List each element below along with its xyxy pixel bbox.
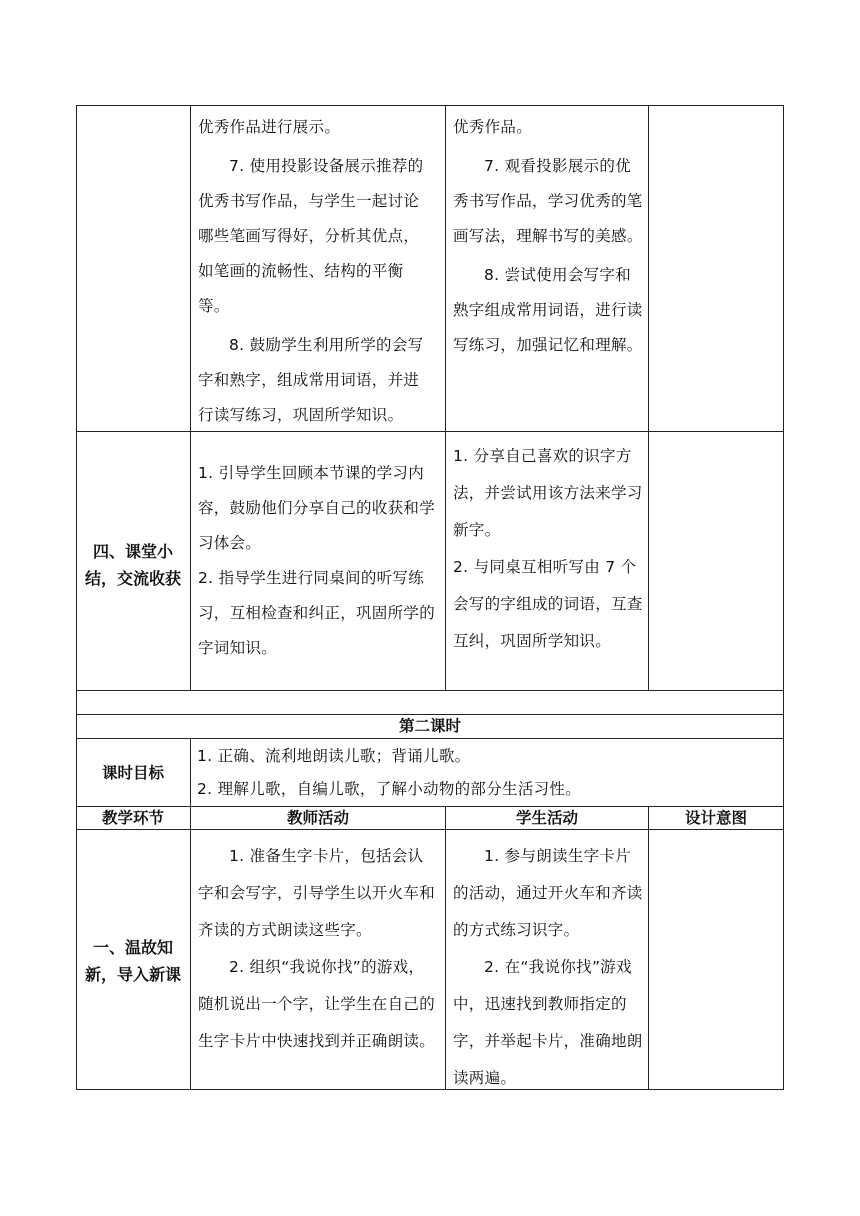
header-student: 学生活动 (515, 809, 578, 827)
row1-teacher-cell (198, 110, 430, 433)
row2-stage: 四、课堂小结，交流收获 (84, 542, 181, 588)
row3-teacher-p0: 1. 准备生字卡片，包括会认字和会写字，引导学生以开火车和齐读的方式朗读这些字。 (198, 847, 436, 939)
row1-teacher-p2: 8. 鼓励学生利用所学的会写字和熟字，组成常用词语，并进行读写练习，巩固所学知识。 (198, 336, 424, 424)
row1-student-p1: 7. 观看投影展示的优秀书写作品，学习优秀的笔画写法，理解书写的美感。 (453, 157, 643, 245)
goals-label: 课时目标 (101, 764, 164, 782)
row2-teacher-cell (198, 456, 436, 666)
row3-teacher-cell (198, 838, 436, 1060)
goal-item: 1. 正确、流利地朗读儿歌；背诵儿歌。 (197, 747, 471, 765)
row2-student-cell (453, 438, 643, 660)
row3-stage: 一、温故知新，导入新课 (84, 938, 181, 984)
row2-student-p1: 2. 与同桌互相听写由 7 个会写的字组成的词语，互查互纠，巩固所学知识。 (453, 558, 643, 650)
row1-student-cell (453, 110, 643, 363)
row2-teacher-p1: 2. 指导学生进行同桌间的听写练习，互相检查和纠正，巩固所学的字词知识。 (198, 569, 436, 657)
row3-student-cell (453, 838, 643, 1097)
row1-teacher-p1: 7. 使用投影设备展示推荐的优秀书写作品，与学生一起讨论哪些笔画写得好，分析其优点，如笔画的流畅性、结构的平衡等。 (198, 157, 424, 315)
row1-teacher-p0: 优秀作品进行展示。 (198, 118, 341, 136)
goals-list (197, 740, 777, 806)
row3-student-p1: 2. 在“我说你找”游戏中，迅速找到教师指定的字，并举起卡片，准确地朗读两遍。 (453, 958, 643, 1087)
header-intent: 设计意图 (684, 809, 747, 827)
row3-teacher-p1: 2. 组织“我说你找”的游戏，随机说出一个字，让学生在自己的生字卡片中快速找到并正确朗读。 (198, 958, 436, 1050)
goal-item: 2. 理解儿歌，自编儿歌，了解小动物的部分生活习性。 (197, 780, 582, 798)
row3-student-p0: 1. 参与朗读生字卡片的活动，通过开火车和齐读的方式练习识字。 (453, 847, 643, 939)
row2-student-p0: 1. 分享自己喜欢的识字方法，并尝试用该方法来学习新字。 (453, 447, 643, 539)
section-title: 第二课时 (398, 717, 461, 735)
row1-student-p2: 8. 尝试使用会写字和熟字组成常用词语，进行读写练习，加强记忆和理解。 (453, 266, 643, 354)
header-stage: 教学环节 (101, 809, 164, 827)
row1-student-p0: 优秀作品。 (453, 118, 533, 136)
row2-teacher-p0: 1. 引导学生回顾本节课的学习内容，鼓励他们分享自己的收获和学习体会。 (198, 464, 436, 552)
header-teacher: 教师活动 (286, 809, 349, 827)
